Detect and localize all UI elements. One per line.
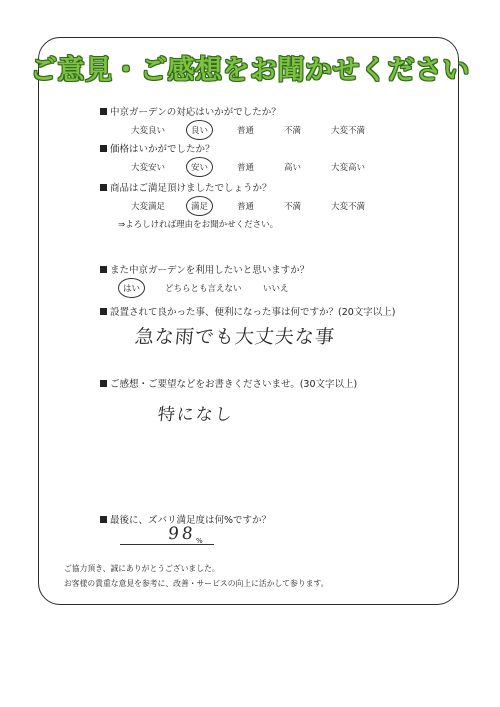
footer-message: お客様の貴重な意見を参考に、改善・サービスの向上に活かして参ります。 bbox=[64, 579, 329, 588]
square-bullet-icon bbox=[100, 266, 107, 273]
option-very-expensive[interactable]: 大変高い bbox=[331, 163, 366, 173]
reason-prompt: ⇒よろしければ理由をお聞かせください。 bbox=[118, 220, 279, 230]
option-very-dissatisfied[interactable]: 大変不満 bbox=[331, 126, 366, 136]
option-very-good[interactable]: 大変良い bbox=[131, 126, 166, 136]
handwritten-answer-benefits[interactable]: 急な雨でも大丈夫な事 bbox=[133, 326, 337, 348]
question-staff-response: 中京ガーデンの対応はいかがでしたか？ bbox=[100, 104, 281, 118]
handwritten-answer-comments[interactable]: 特になし bbox=[156, 405, 235, 425]
option-dissatisfied[interactable]: 不満 bbox=[284, 202, 302, 212]
question-product-satisfaction: 商品はご満足頂けましたでしょうか？ bbox=[100, 180, 272, 194]
option-no[interactable]: いいえ bbox=[263, 284, 289, 294]
square-bullet-icon bbox=[100, 308, 107, 315]
option-neither[interactable]: どちらとも言えない bbox=[165, 284, 242, 294]
square-bullet-icon bbox=[100, 184, 107, 191]
option-good-selected[interactable]: 良い bbox=[191, 126, 209, 136]
square-bullet-icon bbox=[100, 145, 107, 152]
option-yes-selected[interactable]: はい bbox=[123, 284, 141, 294]
percent-unit: % bbox=[196, 537, 203, 545]
option-very-dissatisfied[interactable]: 大変不満 bbox=[331, 202, 366, 212]
square-bullet-icon bbox=[100, 380, 107, 387]
question-price: 価格はいかがでしたか？ bbox=[100, 141, 215, 155]
survey-title: ご意見・ご感想をお聞かせください bbox=[30, 55, 470, 86]
square-bullet-icon bbox=[100, 516, 107, 523]
square-bullet-icon bbox=[100, 108, 107, 115]
option-dissatisfied[interactable]: 不満 bbox=[284, 126, 302, 136]
option-expensive[interactable]: 高い bbox=[284, 163, 302, 173]
option-average[interactable]: 普通 bbox=[237, 126, 255, 136]
question-comments: ご感想・ご要望などをお書きくださいませ。(30文字以上) bbox=[100, 376, 357, 390]
option-very-cheap[interactable]: 大変安い bbox=[131, 163, 166, 173]
footer-thanks: ご協力頂き、誠にありがとうございました。 bbox=[64, 564, 220, 573]
option-satisfied-selected[interactable]: 満足 bbox=[191, 202, 209, 212]
option-average[interactable]: 普通 bbox=[237, 163, 255, 173]
option-average[interactable]: 普通 bbox=[237, 202, 255, 212]
handwritten-answer-percent[interactable]: 98 bbox=[166, 524, 197, 544]
question-reuse: また中京ガーデンを利用したいと思いますか？ bbox=[100, 262, 309, 276]
option-very-satisfied[interactable]: 大変満足 bbox=[131, 202, 166, 212]
question-benefits: 設置されて良かった事、便利になった事は何ですか？(20文字以上) bbox=[100, 304, 396, 318]
question-satisfaction-percent: 最後に、ズバリ満足度は何%ですか？ bbox=[100, 512, 271, 526]
option-cheap-selected[interactable]: 安い bbox=[191, 163, 209, 173]
